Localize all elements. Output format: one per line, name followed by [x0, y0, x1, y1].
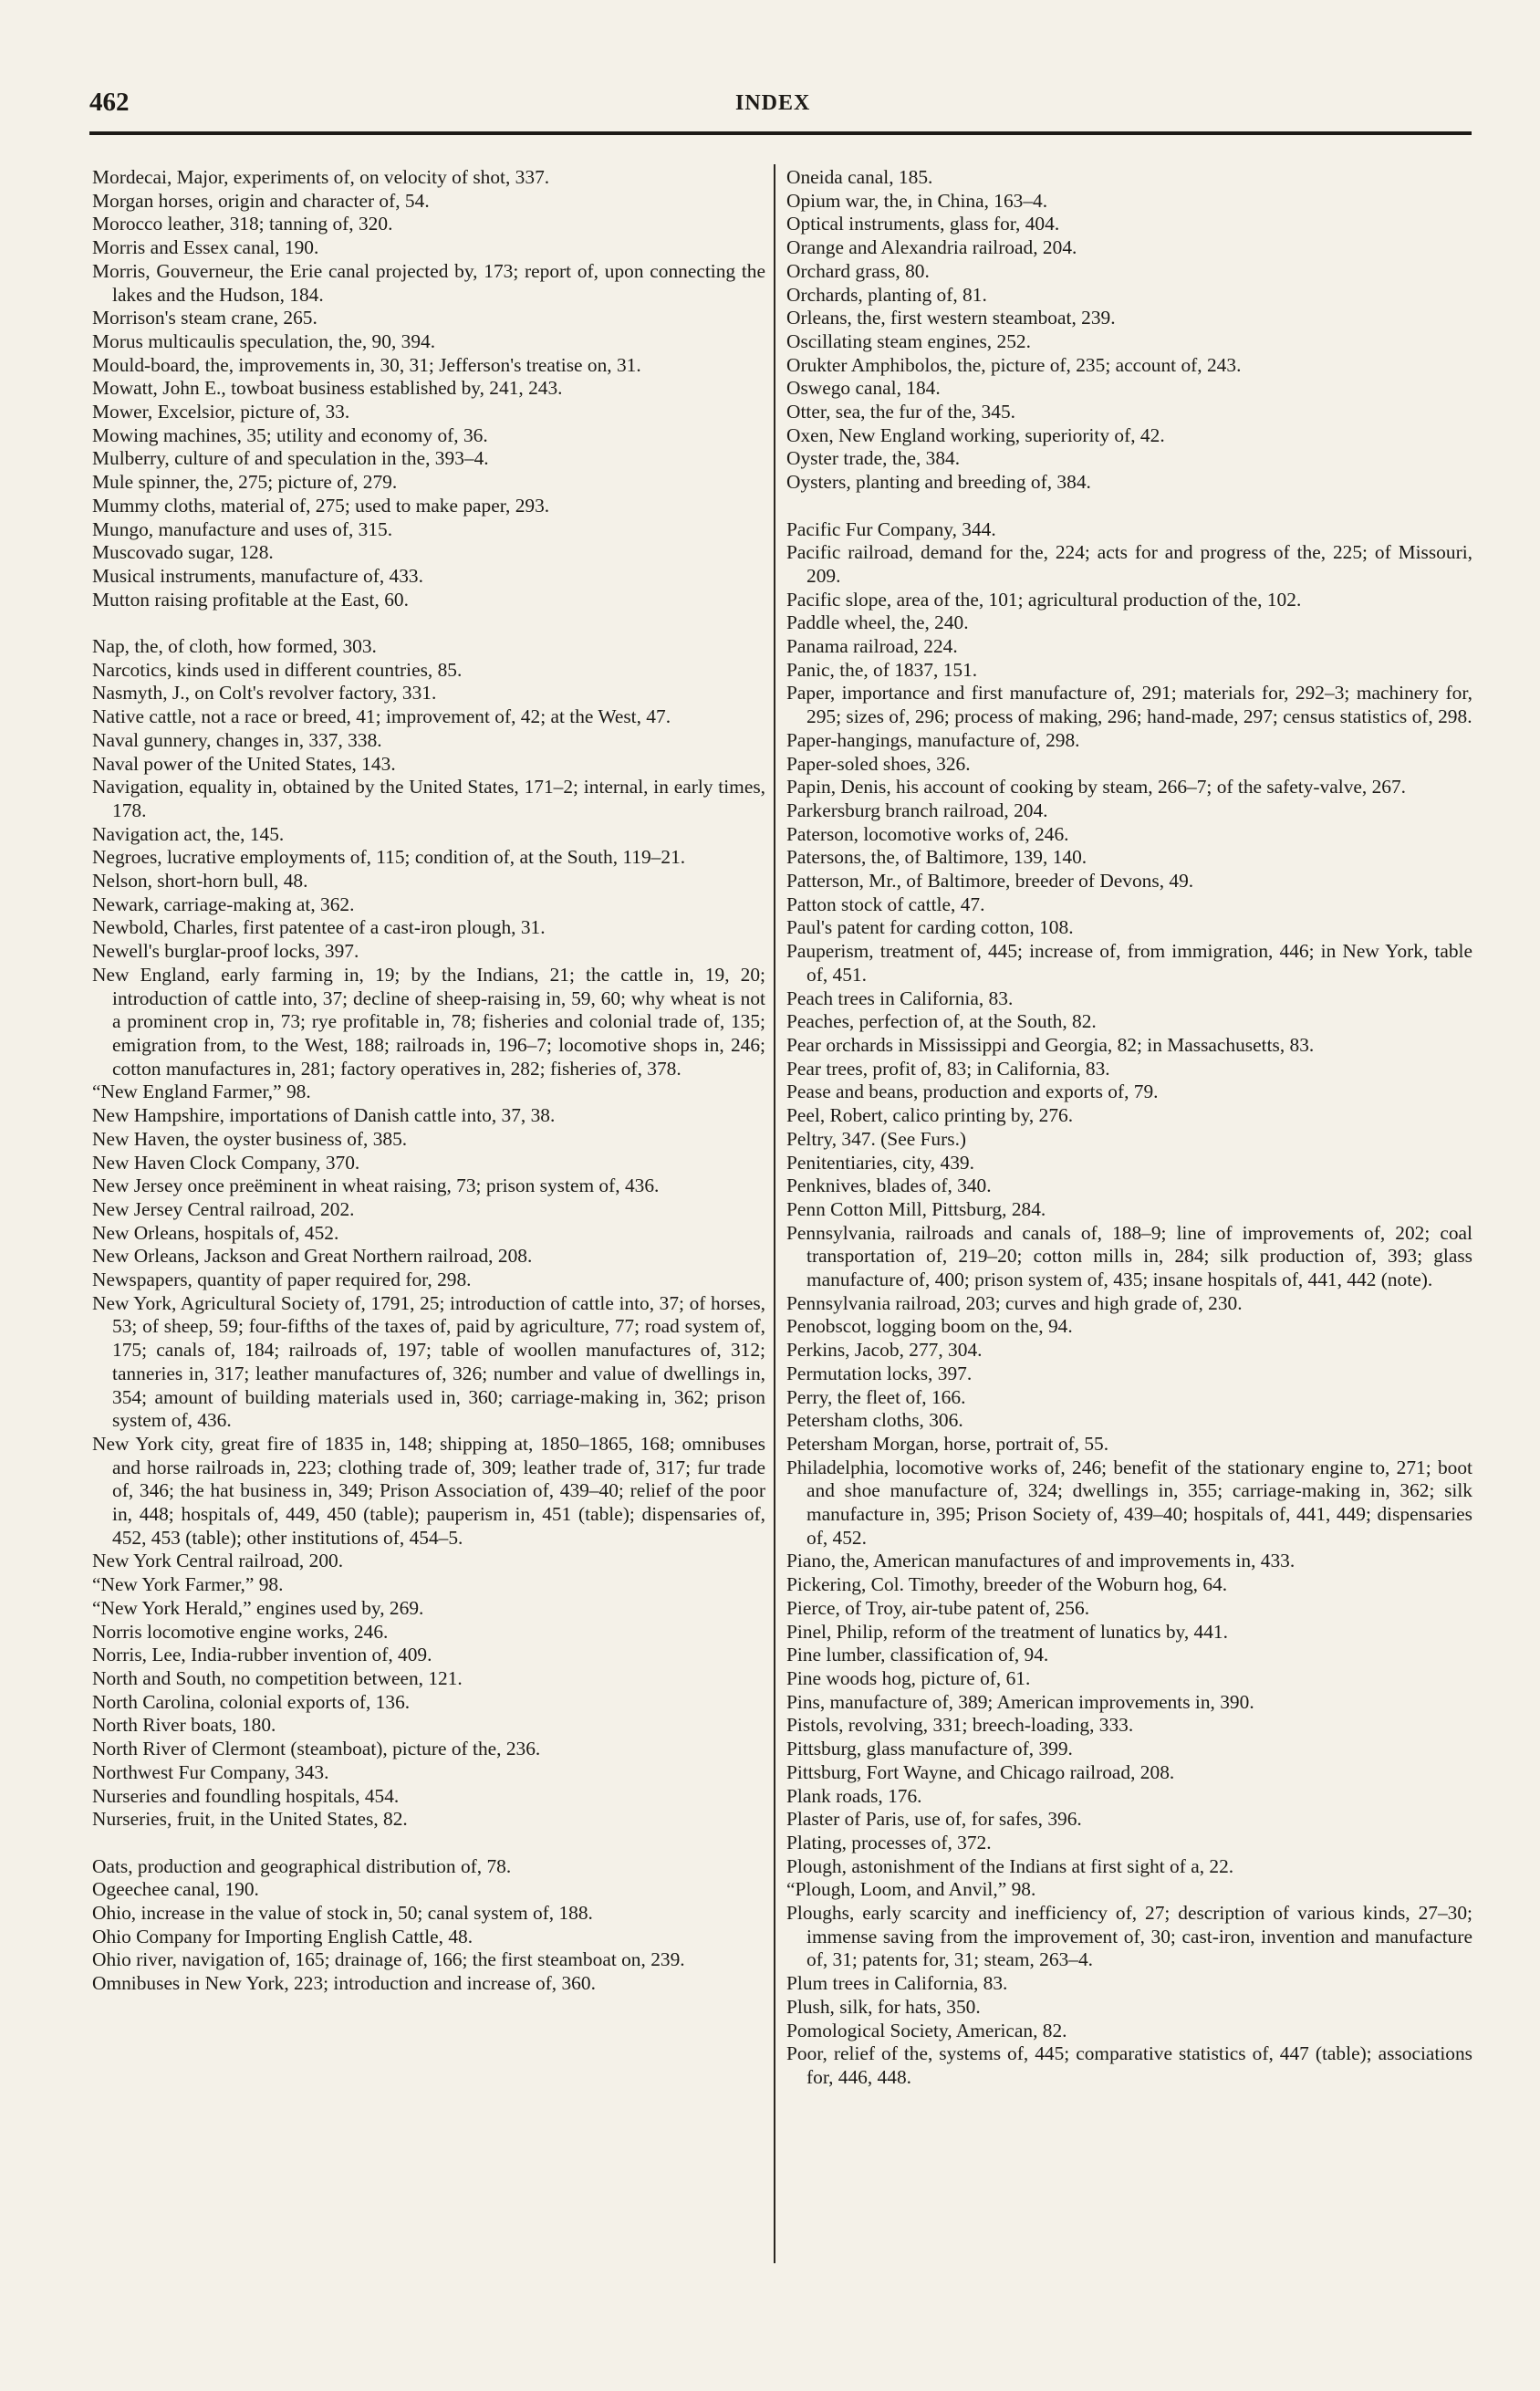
index-entry: Plough, astonishment of the Indians at first sight of a, 22.: [786, 1854, 1234, 1877]
index-entry: Parkersburg branch railroad, 204.: [786, 799, 1048, 821]
index-entry: New York city, great fire of 1835 in, 148; shipping at, 1850–1865, 168; omnibuses and horse railroads in, 223; clothing trade of, 309; leather trade of, 317; fur trade of, 346; the hat business in, 349; Prison Association of, 439–40; relief of the poor in, 448; hospitals of, 449, 450 (table); pauperism in, 451 (table); dispensaries of, 452, 453 (table); other institutions of, 454–5.: [92, 1432, 765, 1549]
index-entry: New Orleans, Jackson and Great Northern railroad, 208.: [92, 1245, 533, 1268]
index-entry: Nasmyth, J., on Colt's revolver factory, 331.: [92, 682, 437, 705]
index-entry: Pins, manufacture of, 389; American improvements in, 390.: [786, 1690, 1254, 1713]
index-entry: Optical instruments, glass for, 404.: [786, 213, 1060, 235]
index-entry: Oswego canal, 184.: [786, 377, 941, 400]
index-entry: Pine lumber, classification of, 94.: [786, 1644, 1049, 1666]
index-entry: Mutton raising profitable at the East, 60.: [92, 588, 409, 611]
index-entry: Orleans, the, first western steamboat, 239.: [786, 307, 1116, 329]
index-entry: New Orleans, hospitals of, 452.: [92, 1221, 339, 1244]
index-entry: Permutation locks, 397.: [786, 1362, 973, 1384]
index-entry: Pittsburg, glass manufacture of, 399.: [786, 1738, 1073, 1760]
index-entry: Pease and beans, production and exports of, 79.: [786, 1081, 1159, 1103]
index-entry: Paterson, locomotive works of, 246.: [786, 822, 1069, 845]
index-entry: Plum trees in California, 83.: [786, 1972, 1008, 1995]
index-entry: Piano, the, American manufactures of and improvements in, 433.: [786, 1550, 1295, 1572]
index-entry: Morus multicaulis speculation, the, 90, 394.: [92, 329, 436, 352]
index-entry: Oneida canal, 185.: [786, 166, 933, 188]
index-entry: Orange and Alexandria railroad, 204.: [786, 236, 1077, 259]
index-entry: Pittsburg, Fort Wayne, and Chicago railroad, 208.: [786, 1760, 1175, 1783]
index-entry: Philadelphia, locomotive works of, 246; benefit of the stationary engine to, 271; boot and shoe manufacture of, 324; dwellings in, 355; carriage-making in, 362; silk manufacture in, 395; Prison Society of, 439–40; hospitals of, 441, 449; dispensaries of, 452.: [786, 1456, 1472, 1549]
index-entry: Peltry, 347. (See Furs.): [786, 1127, 967, 1150]
index-entry: Mulberry, culture of and speculation in the, 393–4.: [92, 447, 489, 470]
index-entry: Plank roads, 176.: [786, 1784, 922, 1807]
index-entry: Pacific railroad, demand for the, 224; acts for and progress of the, 225; of Missouri, 209.: [786, 541, 1472, 587]
index-entry: Peaches, perfection of, at the South, 82.: [786, 1010, 1097, 1033]
index-entry: Morris and Essex canal, 190.: [92, 236, 319, 259]
page-header: [89, 88, 1472, 124]
index-entry: Oysters, planting and breeding of, 384.: [786, 471, 1091, 494]
index-entry: Perry, the fleet of, 166.: [786, 1385, 966, 1408]
index-entry: “New England Farmer,” 98.: [92, 1081, 311, 1103]
index-entry: Paper-hangings, manufacture of, 298.: [786, 728, 1080, 751]
index-entry: Morris, Gouverneur, the Erie canal projected by, 173; report of, upon connecting the lakes and the Hudson, 184.: [92, 259, 765, 306]
index-entry: Pennsylvania railroad, 203; curves and high grade of, 230.: [786, 1291, 1243, 1314]
index-entry: Peel, Robert, calico printing by, 276.: [786, 1104, 1074, 1127]
index-entry: Nurseries, fruit, in the United States, 82.: [92, 1808, 408, 1831]
index-entry: Norris locomotive engine works, 246.: [92, 1620, 389, 1643]
index-entry: Oyster trade, the, 384.: [786, 447, 961, 470]
index-entry: Naval power of the United States, 143.: [92, 752, 396, 775]
index-entry: Panama railroad, 224.: [786, 635, 958, 658]
index-entry: Oscillating steam engines, 252.: [786, 329, 1031, 352]
index-entry: Nurseries and foundling hospitals, 454.: [92, 1784, 400, 1807]
index-entry: New Jersey Central railroad, 202.: [92, 1197, 355, 1220]
index-entry: Mould-board, the, improvements in, 30, 31; Jefferson's treatise on, 31.: [92, 353, 641, 376]
index-entry: “Plough, Loom, and Anvil,” 98.: [786, 1878, 1036, 1901]
index-entry: Nap, the, of cloth, how formed, 303.: [92, 635, 377, 658]
index-entry: Opium war, the, in China, 163–4.: [786, 189, 1048, 212]
index-entry: Petersham cloths, 306.: [786, 1409, 963, 1432]
index-entry: Morgan horses, origin and character of, 54.: [92, 189, 430, 212]
index-entry: Paper, importance and first manufacture of, 291; materials for, 292–3; machinery for, 295; sizes of, 296; process of making, 296; hand-made, 297; census statistics of, 298.: [786, 682, 1472, 728]
index-entry: Omnibuses in New York, 223; introduction and increase of, 360.: [92, 1972, 596, 1995]
index-entry: Pennsylvania, railroads and canals of, 188–9; line of improvements of, 202; coal transportation of, 219–20; cotton mills in, 284; silk production of, 393; glass manufacture of, 400; prison system of, 435; insane hospitals of, 441, 442 (note).: [786, 1221, 1472, 1291]
index-entry: Pomological Society, American, 82.: [786, 2019, 1067, 2041]
index-entry: Mowatt, John E., towboat business established by, 241, 243.: [92, 377, 563, 400]
index-entry: Pear trees, profit of, 83; in California, 83.: [786, 1057, 1110, 1080]
index-entry: Norris, Lee, India-rubber invention of, 409.: [92, 1644, 432, 1666]
index-entry: Northwest Fur Company, 343.: [92, 1760, 329, 1783]
index-entry: Newark, carriage-making at, 362.: [92, 893, 355, 915]
index-entry: Orukter Amphibolos, the, picture of, 235; account of, 243.: [786, 353, 1242, 376]
index-entry: Perkins, Jacob, 277, 304.: [786, 1339, 983, 1362]
index-entry: Patersons, the, of Baltimore, 139, 140.: [786, 846, 1087, 869]
index-entry: Penn Cotton Mill, Pittsburg, 284.: [786, 1197, 1046, 1220]
index-entry: Navigation act, the, 145.: [92, 822, 285, 845]
index-entry: Pacific slope, area of the, 101; agricultural production of the, 102.: [786, 588, 1302, 611]
index-entry: North River boats, 180.: [92, 1714, 276, 1737]
index-entry: Newspapers, quantity of paper required for, 298.: [92, 1269, 472, 1291]
index-entry: Mummy cloths, material of, 275; used to make paper, 293.: [92, 494, 550, 517]
index-entry: Navigation, equality in, obtained by the United States, 171–2; internal, in early times, 178.: [92, 776, 765, 821]
index-column-right: [786, 166, 1472, 2090]
index-entry: Mule spinner, the, 275; picture of, 279.: [92, 471, 398, 494]
index-entry: Nelson, short-horn bull, 48.: [92, 870, 308, 893]
index-entry: Morrison's steam crane, 265.: [92, 307, 317, 329]
index-entry: Paul's patent for carding cotton, 108.: [786, 916, 1074, 939]
index-entry: Mower, Excelsior, picture of, 33.: [92, 401, 350, 423]
index-entry: Mungo, manufacture and uses of, 315.: [92, 517, 393, 540]
index-entry: Peach trees in California, 83.: [786, 987, 1014, 1009]
index-entry: Pear orchards in Mississippi and Georgia, 82; in Massachusetts, 83.: [786, 1034, 1315, 1056]
header-rule: [89, 131, 1472, 135]
index-entry: Pine woods hog, picture of, 61.: [786, 1666, 1031, 1689]
index-entry: Newell's burglar-proof locks, 397.: [92, 940, 359, 963]
index-entry: Plaster of Paris, use of, for safes, 396.: [786, 1808, 1082, 1831]
index-entry: Otter, sea, the fur of the, 345.: [786, 401, 1015, 423]
index-entry: Ohio Company for Importing English Cattle, 48.: [92, 1925, 473, 1947]
index-entry: Narcotics, kinds used in different countries, 85.: [92, 658, 463, 681]
index-entry: Native cattle, not a race or breed, 41; improvement of, 42; at the West, 47.: [92, 705, 671, 728]
index-entry: Pickering, Col. Timothy, breeder of the Woburn hog, 64.: [786, 1573, 1228, 1596]
index-entry: Mowing machines, 35; utility and economy of, 36.: [92, 423, 488, 446]
running-head-title: INDEX: [735, 91, 811, 115]
index-entry: Pierce, of Troy, air-tube patent of, 256.: [786, 1596, 1090, 1619]
index-entry: Pinel, Philip, reform of the treatment of lunatics by, 441.: [786, 1620, 1228, 1643]
index-entry: Paddle wheel, the, 240.: [786, 611, 969, 634]
index-entry: New Haven Clock Company, 370.: [92, 1151, 360, 1174]
index-entry: Oats, production and geographical distribution of, 78.: [92, 1854, 512, 1877]
index-entry: Naval gunnery, changes in, 337, 338.: [92, 728, 382, 751]
index-entry: Muscovado sugar, 128.: [92, 541, 274, 564]
index-entry: New York Central railroad, 200.: [92, 1550, 344, 1572]
index-entry: Musical instruments, manufacture of, 433.: [92, 564, 423, 587]
index-entry: Orchard grass, 80.: [786, 259, 930, 282]
index-entry: Penknives, blades of, 340.: [786, 1175, 992, 1197]
index-entry: Negroes, lucrative employments of, 115; condition of, at the South, 119–21.: [92, 846, 686, 869]
index-entry: New England, early farming in, 19; by the Indians, 21; the cattle in, 19, 20; introduction of cattle into, 37; decline of sheep-raising in, 59, 60; why wheat is not a prominent crop in, 73; rye profitable in, 78; fisheries and colonial trade of, 135; emigration from, to the West, 188; railroads in, 196–7; locomotive shops in, 246; cotton manufactures in, 281; factory operatives in, 282; fisheries of, 378.: [92, 963, 765, 1080]
index-entry: New Jersey once preëminent in wheat raising, 73; prison system of, 436.: [92, 1175, 660, 1197]
index-entry: “New York Herald,” engines used by, 269.: [92, 1596, 424, 1619]
index-entry: Petersham Morgan, horse, portrait of, 55.: [786, 1432, 1109, 1455]
index-entry: North Carolina, colonial exports of, 136.: [92, 1690, 411, 1713]
index-entry: Ohio river, navigation of, 165; drainage of, 166; the first steamboat on, 239.: [92, 1948, 685, 1971]
index-entry: Papin, Denis, his account of cooking by steam, 266–7; of the safety-valve, 267.: [786, 776, 1407, 799]
index-entry: Pauperism, treatment of, 445; increase of, from immigration, 446; in New York, table of, 451.: [786, 940, 1472, 986]
index-entry: New Hampshire, importations of Danish cattle into, 37, 38.: [92, 1104, 556, 1127]
index-entry: Morocco leather, 318; tanning of, 320.: [92, 213, 393, 235]
index-entry: Plush, silk, for hats, 350.: [786, 1995, 981, 2018]
index-entry: Pacific Fur Company, 344.: [786, 517, 996, 540]
index-entry: Patterson, Mr., of Baltimore, breeder of Devons, 49.: [786, 870, 1194, 893]
index-entry: Orchards, planting of, 81.: [786, 283, 987, 306]
index-entry: Ogeechee canal, 190.: [92, 1878, 259, 1901]
index-entry: Penitentiaries, city, 439.: [786, 1151, 974, 1174]
index-entry: Pistols, revolving, 331; breech-loading, 333.: [786, 1714, 1134, 1737]
index-entry: “New York Farmer,” 98.: [92, 1573, 284, 1596]
index-entry: Newbold, Charles, first patentee of a cast-iron plough, 31.: [92, 916, 546, 939]
page-number: 462: [89, 88, 130, 117]
index-entry: Ohio, increase in the value of stock in, 50; canal system of, 188.: [92, 1902, 593, 1924]
index-entry: Mordecai, Major, experiments of, on velocity of shot, 337.: [92, 166, 550, 188]
index-entry: New Haven, the oyster business of, 385.: [92, 1127, 408, 1150]
index-column-left: [92, 166, 765, 1996]
index-entry: Paper-soled shoes, 326.: [786, 752, 971, 775]
index-entry: Patton stock of cattle, 47.: [786, 893, 985, 915]
index-entry: Oxen, New England working, superiority of, 42.: [786, 423, 1165, 446]
index-entry: Penobscot, logging boom on the, 94.: [786, 1315, 1073, 1338]
index-entry: North and South, no competition between, 121.: [92, 1666, 463, 1689]
column-divider: [774, 164, 775, 2263]
index-entry: Panic, the, of 1837, 151.: [786, 658, 978, 681]
index-entry: New York, Agricultural Society of, 1791, 25; introduction of cattle into, 37; of horses, 53; of sheep, 59; four-fifths of the taxes of, paid by agriculture, 77; road system of, 175; canals of, 184; railroads of, 197; table of woollen manufactures of, 312; tanneries in, 317; leather manufactures of, 326; number and value of dwellings in, 354; amount of building materials used in, 360; carriage-making in, 362; prison system of, 436.: [92, 1291, 765, 1432]
index-entry: North River of Clermont (steamboat), picture of the, 236.: [92, 1738, 541, 1760]
index-entry: Plating, processes of, 372.: [786, 1831, 992, 1853]
index-entry: Poor, relief of the, systems of, 445; comparative statistics of, 447 (table); associations for, 446, 448.: [786, 2042, 1472, 2088]
index-entry: Ploughs, early scarcity and inefficiency of, 27; description of various kinds, 27–30; immense saving from the improvement of, 30; cast-iron, invention and manufacture of, 31; patents for, 31; steam, 263–4.: [786, 1902, 1472, 1971]
